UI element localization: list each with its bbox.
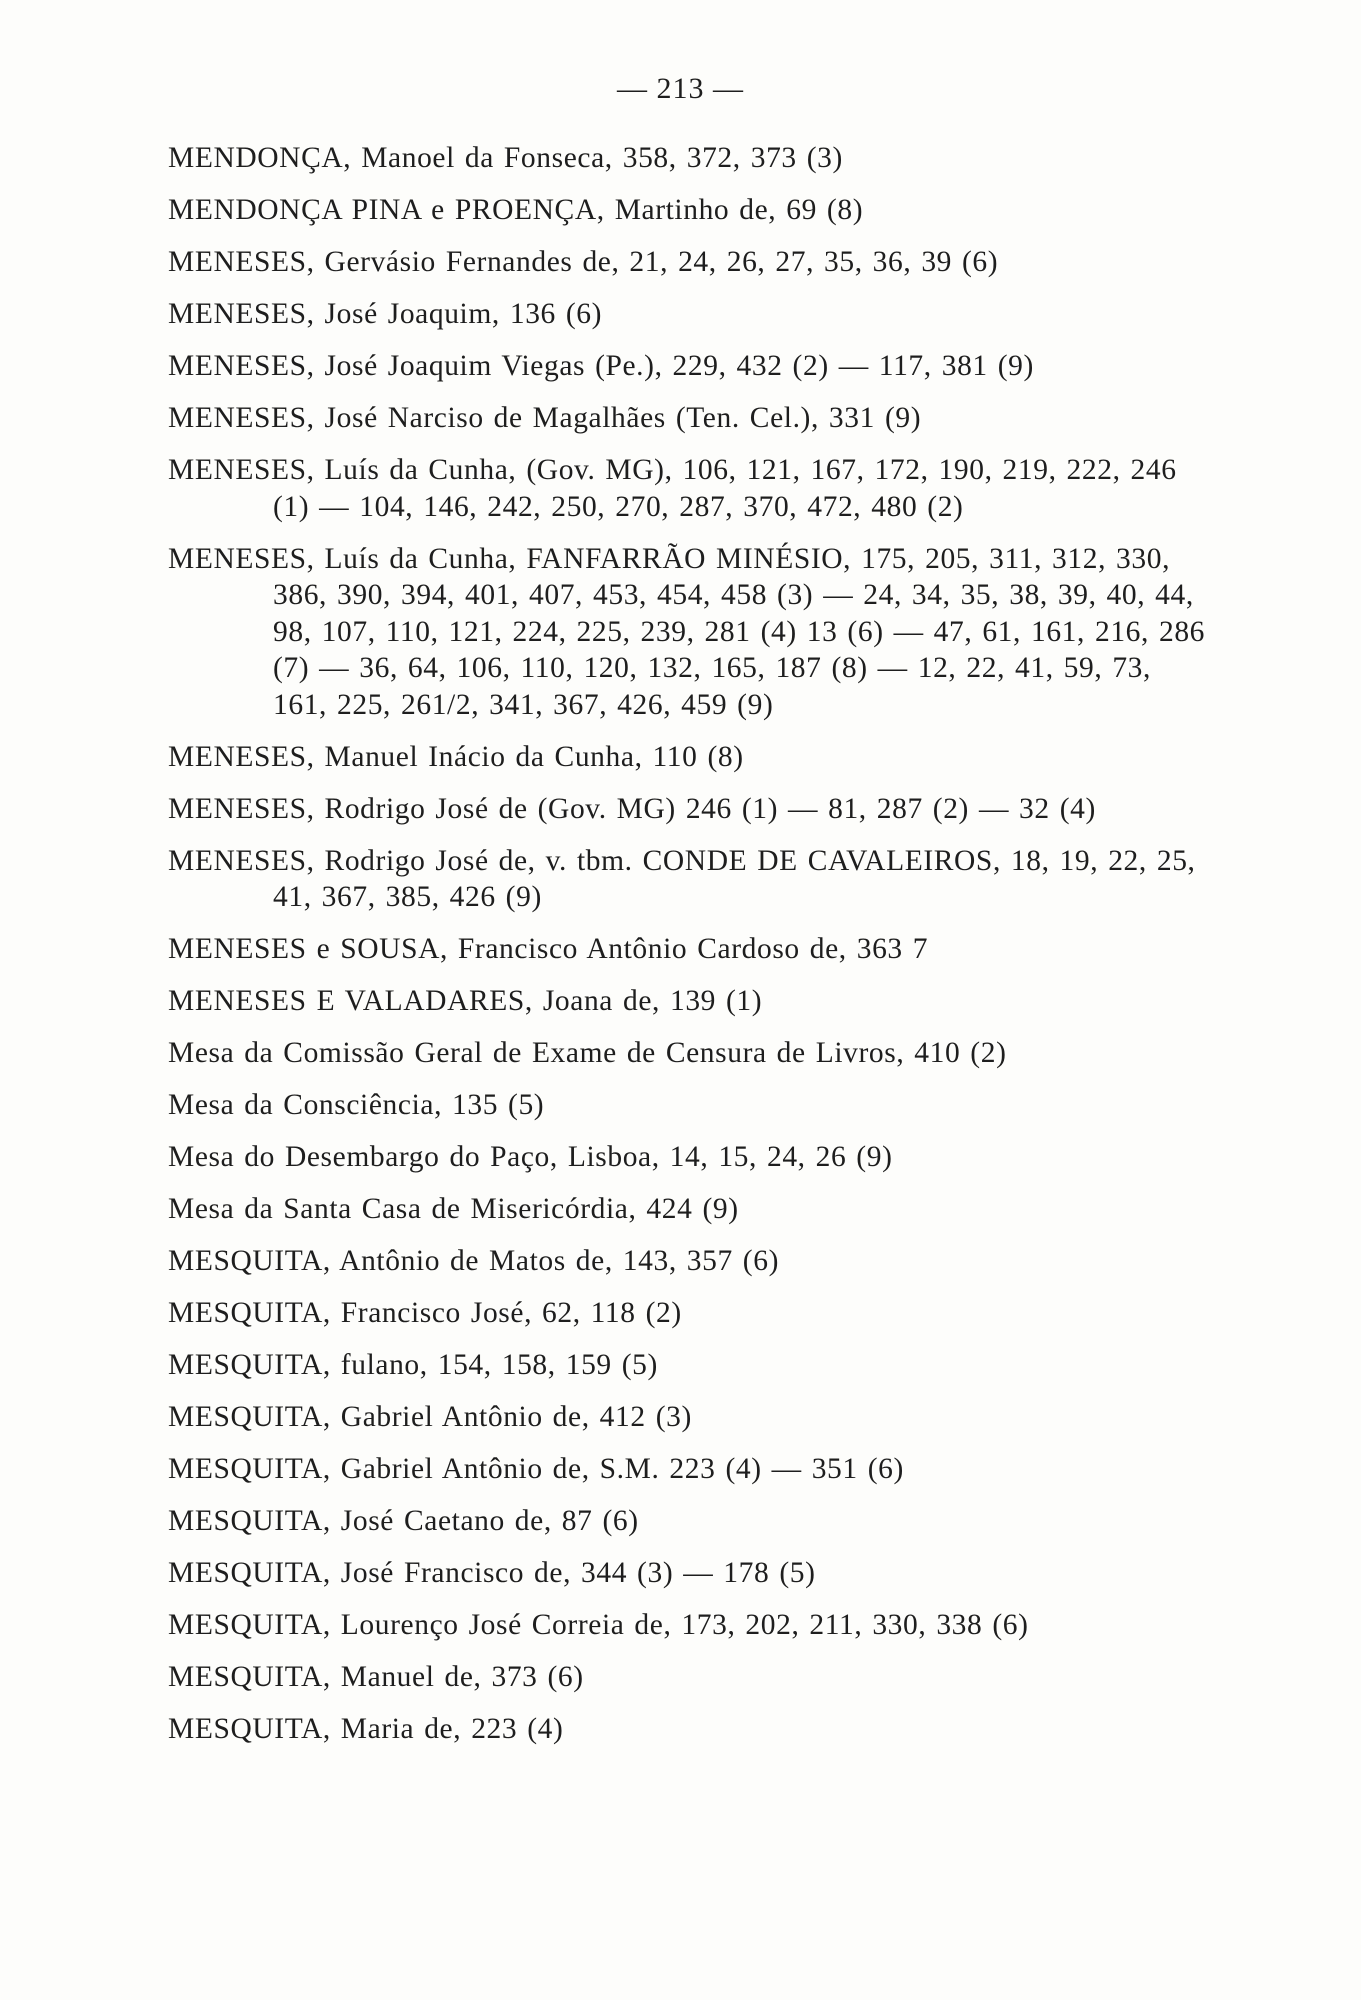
index-entry: MENESES, Manuel Inácio da Cunha, 110 (8) [168, 740, 744, 773]
index-entry: MENESES, José Joaquim, 136 (6) [168, 298, 603, 330]
index-entry: Mesa da Santa Casa de Misericórdia, 424 (9) [168, 1193, 739, 1225]
index-entry: MESQUITA, Manuel de, 373 (6) [168, 1661, 584, 1693]
index-entry: MENESES E VALADARES, Joana de, 139 (1) [168, 985, 763, 1017]
index-entry: MESQUITA, Antônio de Matos de, 143, 357 (6) [168, 1245, 780, 1277]
index-entry: Mesa da Consciência, 135 (5) [168, 1089, 545, 1121]
index-entry: MESQUITA, Gabriel Antônio de, S.M. 223 (4) — 351 (6) [168, 1453, 904, 1485]
index-entry: MESQUITA, fulano, 154, 158, 159 (5) [168, 1349, 658, 1381]
index-entry: MENESES, Luís da Cunha, (Gov. MG), 106, 121, 167, 172, 190, 219, 222, 246 (1) — 104, 146, 242, 250, 270, 287, 370, 472, 480 (2) [168, 454, 1177, 523]
index-entry: MENESES, José Joaquim Viegas (Pe.), 229, 432 (2) — 117, 381 (9) [168, 350, 1034, 382]
index-entry: Mesa do Desembargo do Paço, Lisboa, 14, 15, 24, 26 (9) [168, 1141, 893, 1173]
index-entry: MENDONÇA, Manoel da Fonseca, 358, 372, 373 (3) [168, 142, 843, 174]
index-entry: MENESES, Rodrigo José de (Gov. MG) 246 (1) — 81, 287 (2) — 32 (4) [168, 792, 1096, 825]
index-entry: MESQUITA, Lourenço José Correia de, 173, 202, 211, 330, 338 (6) [168, 1609, 1029, 1641]
index-entries [168, 140, 1208, 1763]
index-entry: MENDONÇA PINA e PROENÇA, Martinho de, 69 (8) [168, 194, 864, 226]
index-entry: MENESES, Rodrigo José de, v. tbm. CONDE DE CAVALEIROS, 18, 19, 22, 25, 41, 367, 385, 426 (9) [168, 844, 1196, 913]
index-entry: MESQUITA, Gabriel Antônio de, 412 (3) [168, 1401, 692, 1433]
index-entry: MESQUITA, Maria de, 223 (4) [168, 1713, 564, 1745]
index-entry: MESQUITA, José Caetano de, 87 (6) [168, 1505, 639, 1537]
index-entry: MESQUITA, José Francisco de, 344 (3) — 178 (5) [168, 1557, 816, 1589]
page-number: — 213 — [617, 72, 744, 105]
index-entry: MENESES e SOUSA, Francisco Antônio Cardoso de, 363 7 [168, 933, 929, 965]
index-entry: MESQUITA, Francisco José, 62, 118 (2) [168, 1297, 682, 1329]
index-entry: Mesa da Comissão Geral de Exame de Censura de Livros, 410 (2) [168, 1037, 1007, 1069]
index-entry: MENESES, José Narciso de Magalhães (Ten. Cel.), 331 (9) [168, 402, 922, 434]
index-entry: MENESES, Luís da Cunha, FANFARRÃO MINÉSIO, 175, 205, 311, 312, 330, 386, 390, 394, 401, 407, 453, 454, 458 (3) — 24, 34, 35, 38, 39, 40, 44, 98, 107, 110, 121, 224, 225, 239, 281 (4) 13 (6) — 47, 61, 161, 216, 286 (7) — 36, 64, 106, 110, 120, 132, 165, 187 (8) — 12, 22, 41, 59, 73, 161, 225, 261/2, 341, 367, 426, 459 (9) [168, 542, 1206, 721]
index-entry: MENESES, Gervásio Fernandes de, 21, 24, 26, 27, 35, 36, 39 (6) [168, 246, 999, 278]
